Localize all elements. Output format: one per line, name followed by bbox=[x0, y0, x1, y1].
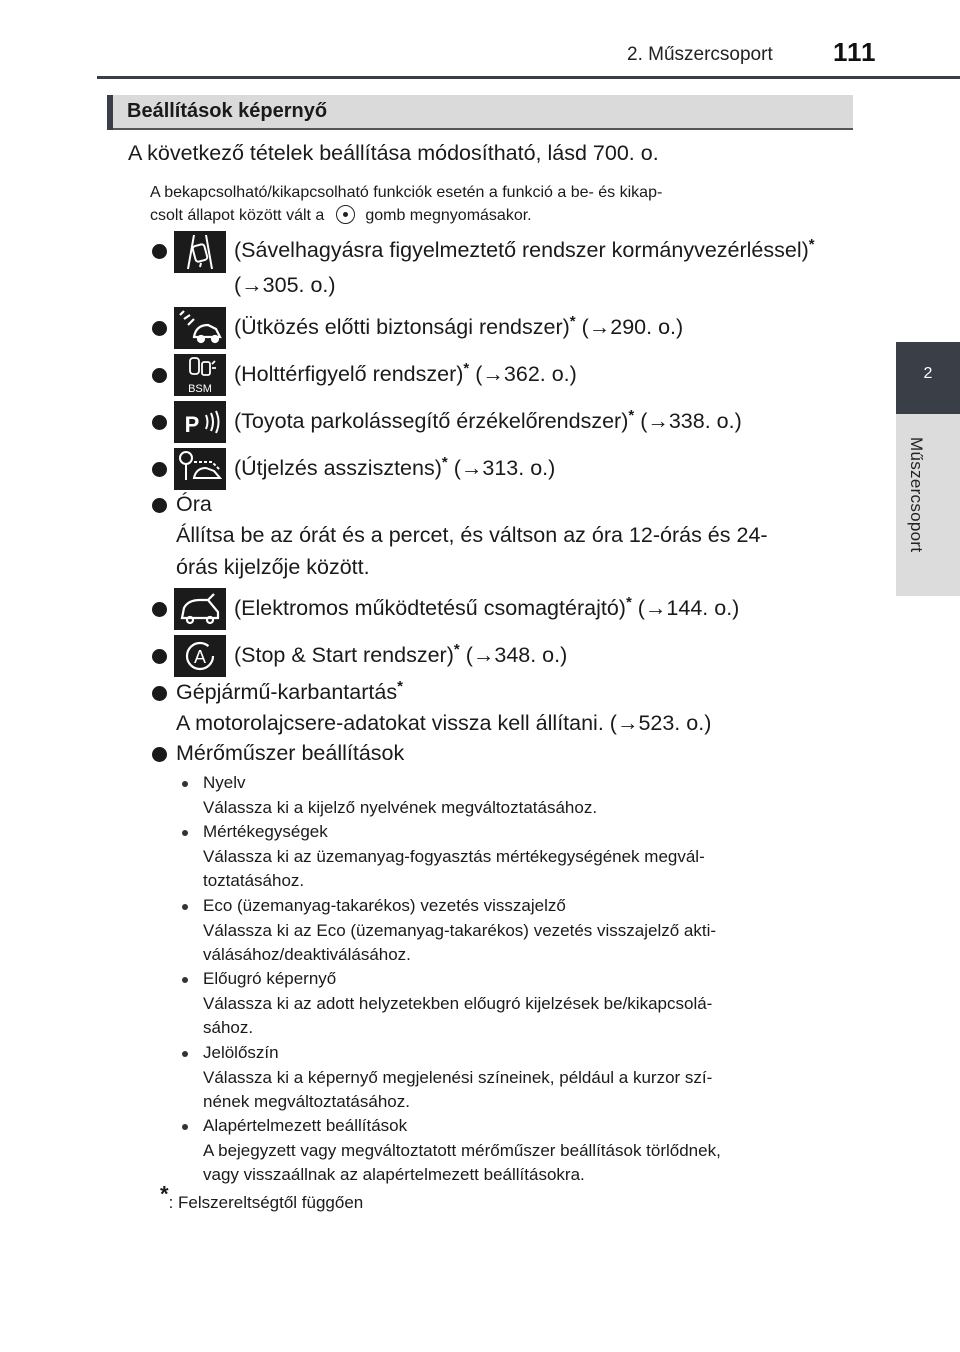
bullet bbox=[152, 244, 167, 259]
running-header-chapter: 2. Műszercsoport bbox=[627, 44, 773, 65]
bullet bbox=[152, 415, 167, 430]
bullet bbox=[152, 602, 167, 617]
section-marker bbox=[107, 95, 113, 130]
item-text: (Ütközés előtti biztonsági rendszer)* (→290. o.) bbox=[234, 312, 684, 339]
lane-departure-steering-icon bbox=[174, 231, 226, 273]
sub-bullet bbox=[182, 1124, 188, 1130]
sub-item: Alapértelmezett beállítások A bejegyzett vagy megváltoztatott mérőműszer beállítások törlődnek, vagy visszaállnak az alapértelmezett beállításokra. bbox=[203, 1116, 721, 1184]
item-desc: órás kijelzője között. bbox=[176, 555, 370, 579]
sub-item: Eco (üzemanyag-takarékos) vezetés visszajelző Válassza ki az Eco (üzemanyag-takarékos) vezetés visszajelző akti- válásához/deaktiválásához. bbox=[203, 896, 717, 964]
item-desc: A motorolajcsere-adatokat vissza kell állítani. (→523. o.) bbox=[176, 711, 712, 735]
item-text: (Útjelzés asszisztens)* (→313. o.) bbox=[234, 453, 556, 480]
item-text: (Sávelhagyásra figyelmeztető rendszer kormányvezérléssel)* bbox=[234, 235, 815, 262]
bullet bbox=[152, 462, 167, 477]
page-number: 111 bbox=[833, 37, 877, 67]
sub-item: Mértékegységek Válassza ki az üzemanyag-fogyasztás mértékegységének megvál- toztatásához. bbox=[203, 822, 705, 890]
item-text: (Elektromos működtetésű csomagtérajtó)* (→144. o.) bbox=[234, 593, 740, 620]
sub-bullet bbox=[182, 1051, 188, 1057]
bullet bbox=[152, 649, 167, 664]
parking-sensor-icon bbox=[174, 401, 226, 443]
section-title: Beállítások képernyő bbox=[127, 100, 328, 122]
pre-collision-icon bbox=[174, 307, 226, 349]
intro-text: A következő tételek beállítása módosítható, lásd 700. o. bbox=[128, 141, 659, 165]
bsm-icon bbox=[174, 354, 226, 396]
power-back-door-icon bbox=[174, 588, 226, 630]
bullet bbox=[152, 747, 167, 762]
item-title: Óra bbox=[176, 492, 212, 516]
sub-bullet bbox=[182, 904, 188, 910]
stop-start-icon bbox=[174, 635, 226, 677]
sub-item: Előugró képernyő Válassza ki az adott helyzetekben előugró kijelzések be/kikapcsolá- sához. bbox=[203, 969, 713, 1037]
chapter-tab-label: Műszercsoport bbox=[907, 437, 926, 553]
road-sign-assist-icon bbox=[174, 448, 226, 490]
stop-start-icon-letter: A bbox=[193, 647, 207, 667]
sub-item: Nyelv Válassza ki a kijelző nyelvének megváltoztatásához. bbox=[203, 773, 598, 817]
item-ref: (→305. o.) bbox=[234, 273, 336, 297]
chapter-tab-number: 2 bbox=[923, 365, 933, 382]
section-header bbox=[107, 95, 853, 130]
footnote: *: Felszereltségtől függően bbox=[160, 1181, 364, 1212]
bullet bbox=[152, 368, 167, 383]
header-rule bbox=[97, 76, 960, 79]
bullet bbox=[152, 498, 167, 513]
bullet bbox=[152, 686, 167, 701]
item-text: (Holttérfigyelő rendszer)* (→362. o.) bbox=[234, 359, 577, 386]
item-title: Gépjármű-karbantartás* bbox=[176, 677, 403, 704]
note-line-1: A bekapcsolható/kikapcsolható funkciók esetén a funkció a be- és kikap- bbox=[150, 184, 663, 201]
item-title: Mérőműszer beállítások bbox=[176, 741, 405, 765]
item-text: (Stop & Start rendszer)* (→348. o.) bbox=[234, 640, 568, 667]
note-line-2a: csolt állapot között vált a bbox=[150, 207, 325, 224]
bsm-icon-label: BSM bbox=[188, 383, 212, 395]
sub-bullet bbox=[182, 781, 188, 787]
ok-button-icon bbox=[336, 205, 355, 224]
item-desc: Állítsa be az órát és a percet, és váltson az óra 12-órás és 24- bbox=[176, 523, 768, 547]
sub-item: Jelölőszín Válassza ki a képernyő megjelenési színeinek, például a kurzor szí- nének megváltoztatásához. bbox=[203, 1043, 713, 1111]
parking-icon-letter: P bbox=[184, 412, 200, 437]
note-text bbox=[150, 181, 850, 227]
sub-bullet bbox=[182, 830, 188, 836]
item-text: (Toyota parkolássegítő érzékelőrendszer)* (→338. o.) bbox=[234, 406, 742, 433]
note-line-2b: gomb megnyomásakor. bbox=[365, 207, 532, 224]
bullet bbox=[152, 321, 167, 336]
sub-bullet bbox=[182, 977, 188, 983]
